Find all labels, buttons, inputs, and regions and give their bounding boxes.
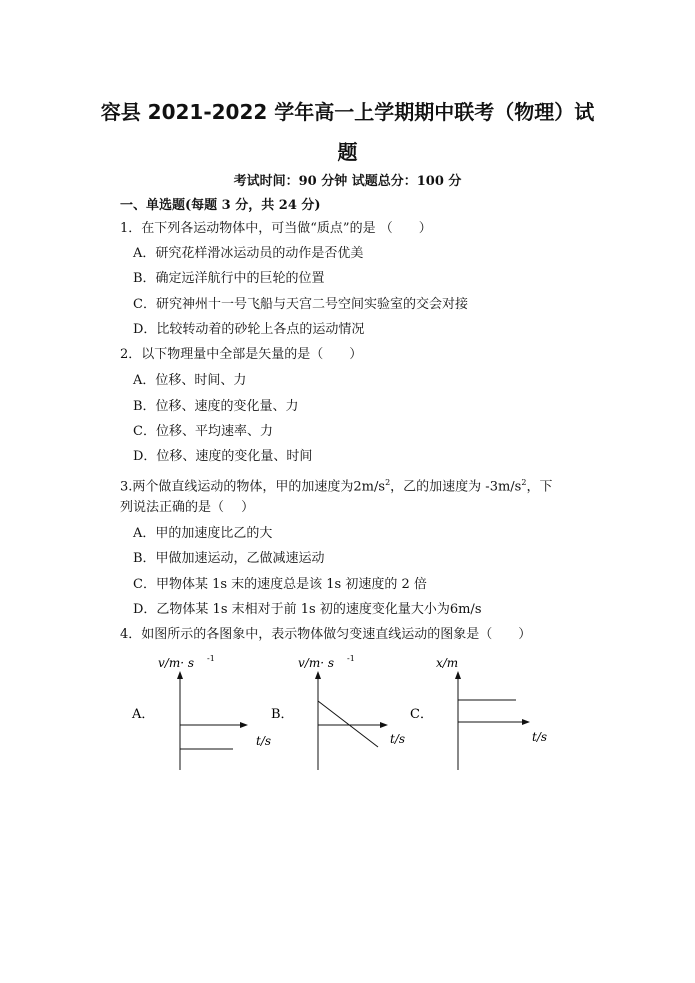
question-1-option-c: C．研究神州十一号飞船与天宫二号空间实验室的交会对接 xyxy=(133,297,468,312)
q3-stem-part-b: ，乙的加速度为 xyxy=(390,479,486,495)
graph-b-ylabel: v/m· s xyxy=(298,656,334,670)
question-1-option-d: D．比较转动着的砂轮上各点的运动情况 xyxy=(133,322,365,337)
graph-b-xlabel: t/s xyxy=(390,732,406,746)
q3-acc-2-exp: 2 xyxy=(521,478,527,487)
graph-c-x-arrow xyxy=(522,719,530,725)
question-3-stem xyxy=(120,474,552,496)
title-line-2: 题 xyxy=(337,140,358,164)
question-2-option-a: A．位移、时间、力 xyxy=(133,373,247,388)
graph-a-xlabel: t/s xyxy=(256,734,272,748)
q3-stem-part-c: ，下 xyxy=(526,479,553,495)
question-3-option-b: B．甲做加速运动，乙做减速运动 xyxy=(133,551,325,566)
title-line-1: 容县 2021-2022 学年高一上学期期中联考（物理）试 xyxy=(100,100,595,124)
graph-c-label: C． xyxy=(410,707,433,722)
question-3-option-c: C．甲物体某 1s 末的速度总是该 1s 初速度的 2 倍 xyxy=(133,577,427,592)
question-1-option-a: A．研究花样滑冰运动员的动作是否优美 xyxy=(133,246,364,261)
graph-a-x-arrow xyxy=(240,722,248,728)
graph-b-y-arrow xyxy=(315,671,321,679)
question-2-stem: 2．以下物理量中全部是矢量的是（ ） xyxy=(120,347,363,362)
question-4-figure xyxy=(128,655,568,779)
question-2-option-d: D．位移、速度的变化量、时间 xyxy=(133,449,313,464)
q3-acc-1: 2m/s xyxy=(353,479,386,495)
q3-stem-part-a: 3.两个做直线运动的物体，甲的加速度为 xyxy=(120,479,354,495)
question-2-option-c: C．位移、平均速率、力 xyxy=(133,424,273,439)
question-1-option-b: B．确定远洋航行中的巨轮的位置 xyxy=(133,271,325,286)
graph-b-yexp: -1 xyxy=(347,655,355,663)
section-heading: 一、单选题(每题 3 分，共 24 分) xyxy=(120,198,321,213)
graph-b-x-arrow xyxy=(380,722,388,728)
question-3-stem-line-2: 列说法正确的是（ ） xyxy=(120,500,255,515)
graph-c-ylabel: x/m xyxy=(436,656,459,670)
q3-acc-1-exp: 2 xyxy=(385,478,391,487)
graph-b-label: B． xyxy=(271,707,294,722)
question-3-option-a: A．甲的加速度比乙的大 xyxy=(133,526,273,541)
graph-c-y-arrow xyxy=(455,671,461,679)
graph-a-ylabel: v/m· s xyxy=(158,656,194,670)
question-3-option-d: D．乙物体某 1s 末相对于前 1s 初的速度变化量大小为6m/s xyxy=(133,602,482,617)
question-2-option-b: B．位移、速度的变化量、力 xyxy=(133,399,299,414)
exam-meta: 考试时间：90 分钟 试题总分：100 分 xyxy=(233,174,462,189)
graph-a-yexp: -1 xyxy=(207,655,215,663)
q3-acc-2: -3m/s xyxy=(485,479,522,495)
graph-c-xlabel: t/s xyxy=(532,730,548,744)
graphs-svg xyxy=(128,655,568,775)
question-1-stem: 1．在下列各运动物体中，可当做“质点”的是 （ ） xyxy=(120,221,432,236)
graph-a-y-arrow xyxy=(177,671,183,679)
paper-title xyxy=(60,92,635,172)
question-4-stem: 4．如图所示的各图象中，表示物体做匀变速直线运动的图象是（ ） xyxy=(120,627,532,642)
graph-a-label: A． xyxy=(132,707,155,722)
graph-b-curve xyxy=(318,701,378,747)
